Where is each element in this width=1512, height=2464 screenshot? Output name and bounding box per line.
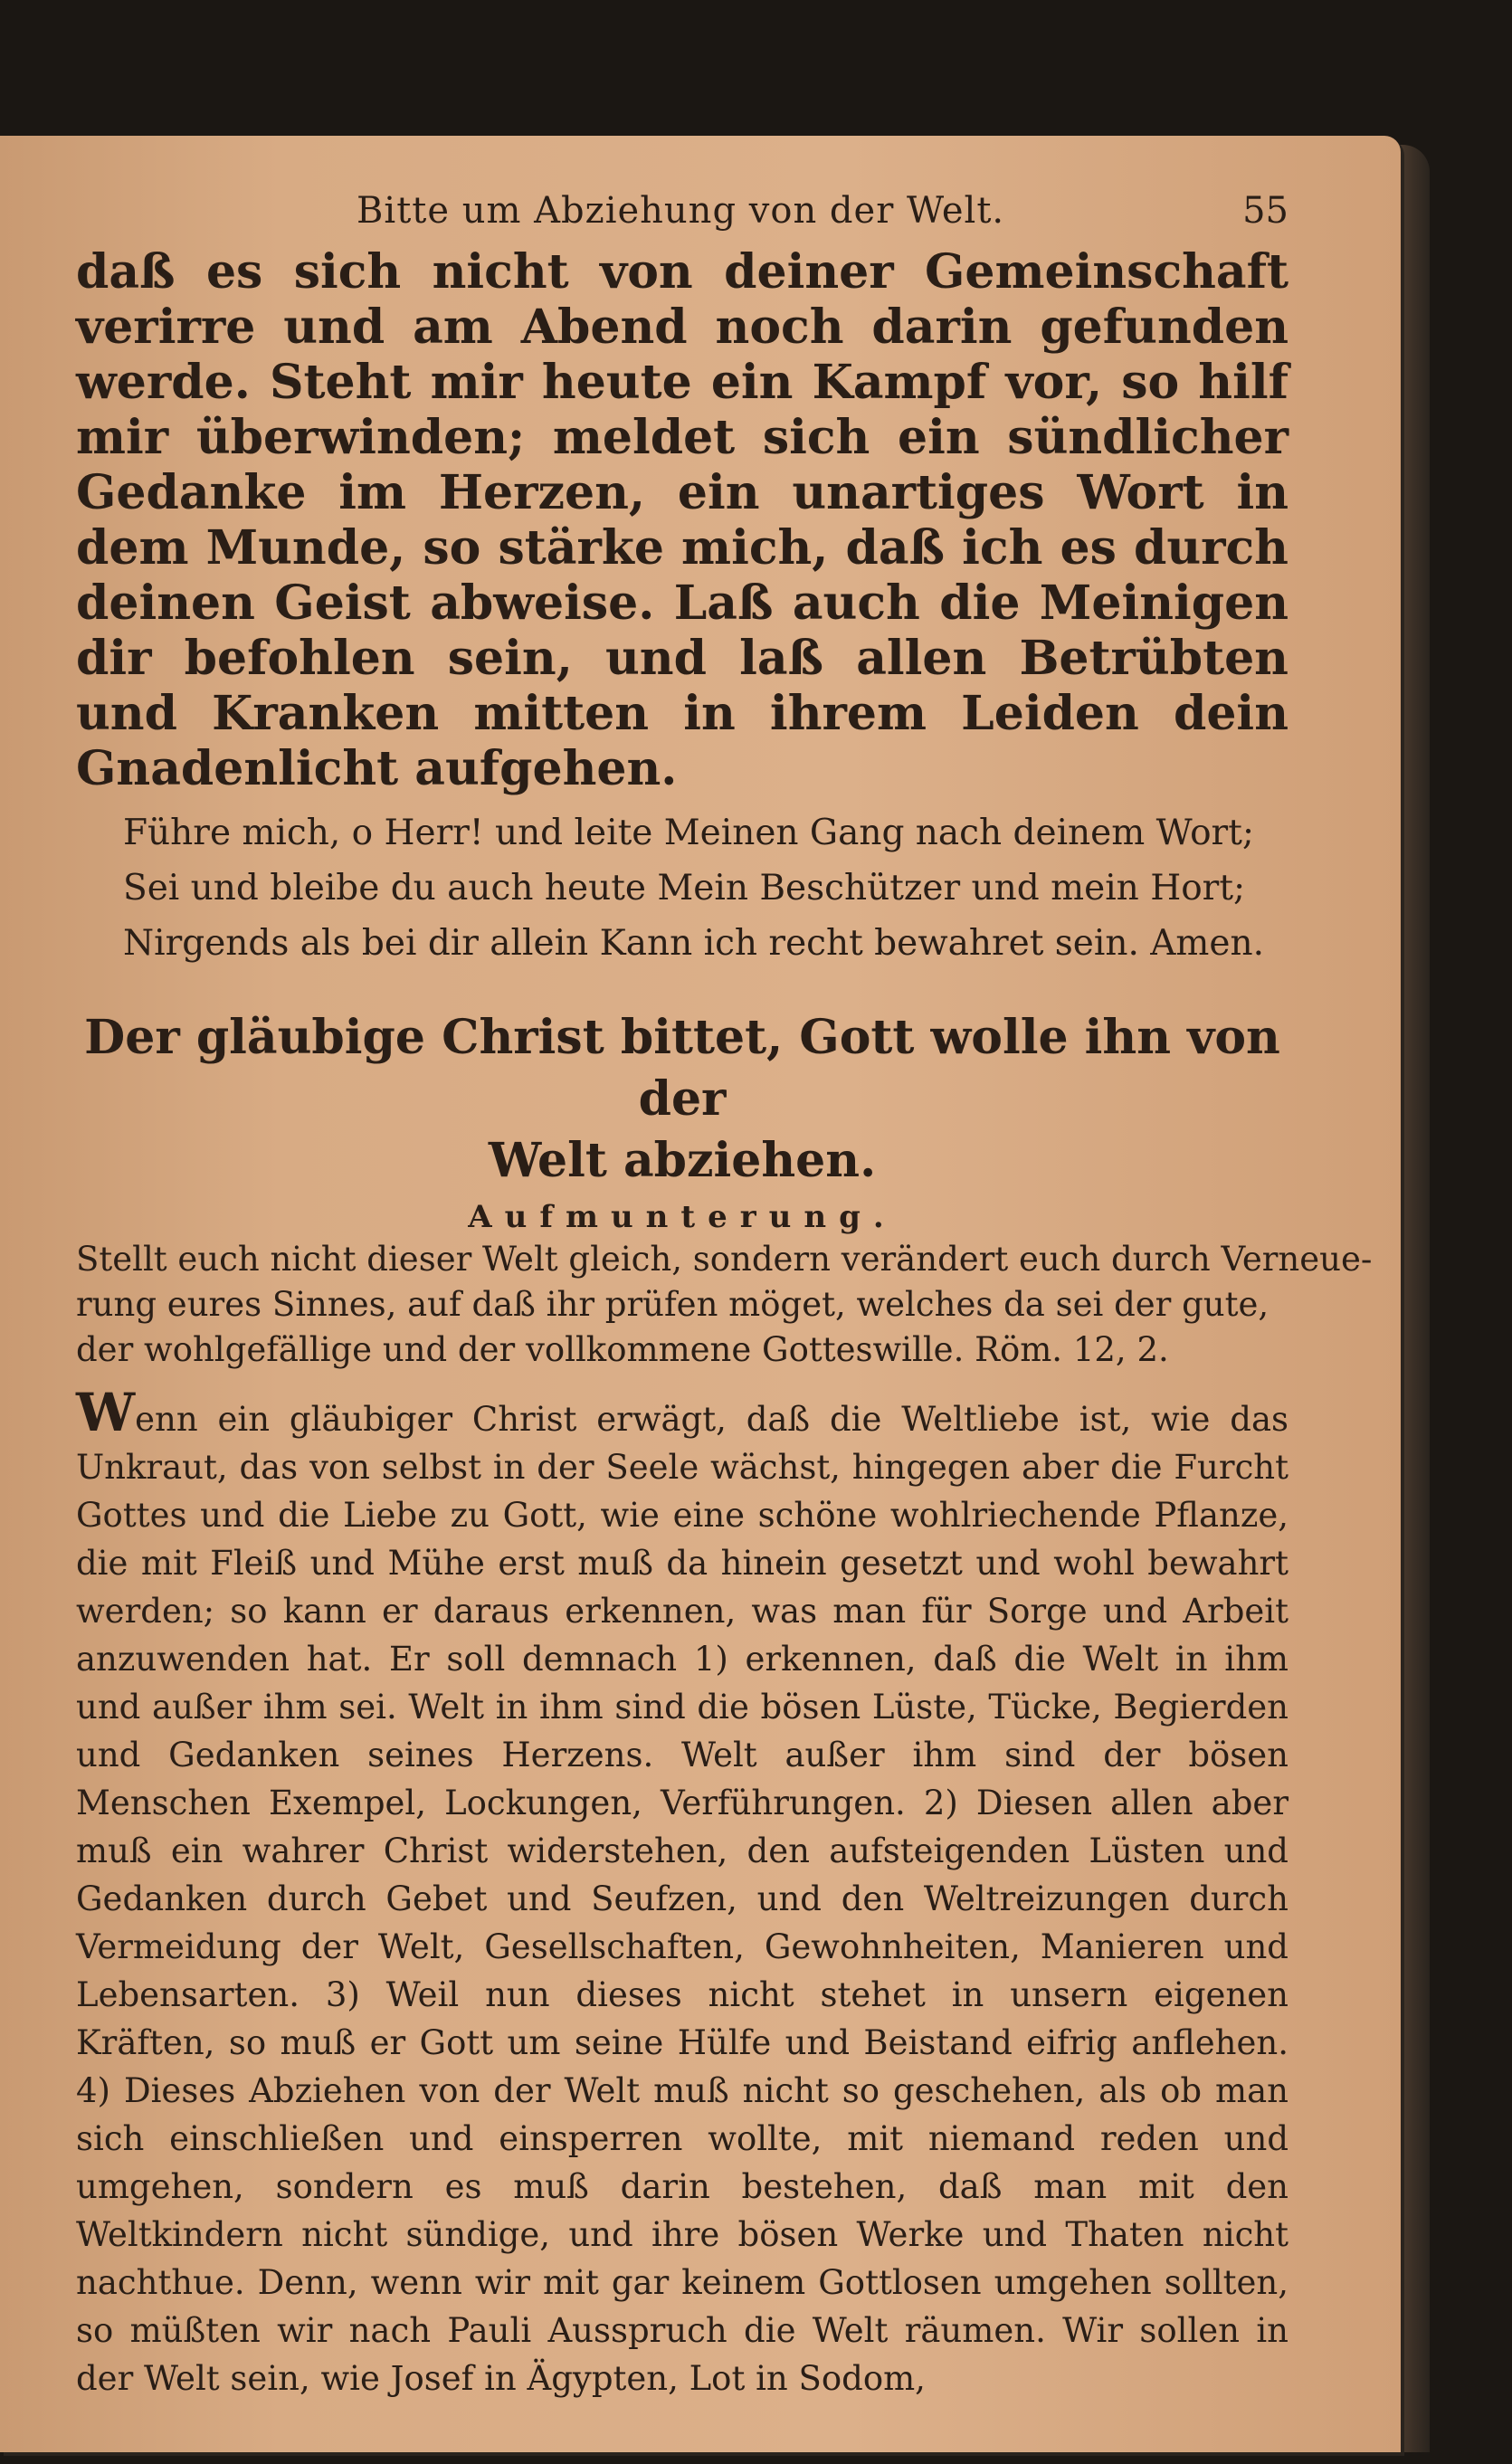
poem-line: Nirgends als bei dir allein Kann ich recht bewahret sein. Amen. <box>123 923 1264 964</box>
section-heading-line: Der gläubige Christ bittet, Gott wolle ihn von der <box>84 1010 1280 1127</box>
section-heading <box>76 1007 1289 1192</box>
drop-cap-initial: W <box>76 1382 136 1443</box>
scripture-quote-line: Stellt euch nicht dieser Welt gleich, sondern verändert euch durch Verneue- <box>76 1240 1373 1279</box>
body-paragraph <box>76 1382 1289 2402</box>
section-heading-line: Welt abziehen. <box>488 1133 877 1188</box>
body-paragraph-text: enn ein gläubiger Christ erwägt, daß die Weltliebe ist, wie das Unkraut, das von selbst in der Seele wächst, hingegen aber die Furcht Gottes und die Liebe zu Gott, wie eine schöne wohlriechende Pflanze, die mit Fleiß und Mühe erst muß da hinein gesetzt und wohl bewahrt werden; so kann er daraus erkennen, was man für Sorge und Arbeit anzuwenden hat. Er soll demnach 1) erkennen, daß die Welt in ihm und außer ihm sei. Welt in ihm sind die bösen Lüste, Tücke, Begierden und Gedanken seines Herzens. Welt außer ihm sind der bösen Menschen Exempel, Lockungen, Verführungen. 2) Diesen allen aber muß ein wahrer Christ widerstehen, den aufsteigenden Lüsten und Gedanken durch Gebet und Seufzen, und den Weltreizungen durch Vermeidung der Welt, Gesellschaften, Gewohnheiten, Manieren und Lebensarten. 3) Weil nun dieses nicht stehet in unsern eigenen Kräften, so muß er Gott um seine Hülfe und Beistand eifrig anflehen. 4) Dieses Abziehen von der Welt muß nicht so geschehen, als ob man sich einschließen und einsperren wollte, mit niemand reden und umgehen, sondern es muß darin bestehen, daß man mit den Weltkindern nicht sündige, und ihre bösen Werke und Thaten nicht nachthue. Denn, wenn wir mit gar keinem Gottlosen umgehen sollten, so müßten wir nach Pauli Ausspruch die Welt räumen. Wir sollen in der Welt sein, wie Josef in Ägypten, Lot in Sodom, <box>76 1400 1289 2398</box>
page-number: 55 <box>1242 190 1289 232</box>
scripture-quote-line: rung eures Sinnes, auf daß ihr prüfen möget, welches da sei der gute, <box>76 1285 1270 1324</box>
section-sub-label: Aufmunterung. <box>468 1199 897 1235</box>
poem-line: Führe mich, o Herr! und leite Meinen Gang nach deinem Wort; <box>123 813 1254 853</box>
scripture-quote-line: der wohlgefällige und der vollkommene Gotteswille. Röm. 12, 2. <box>76 1330 1169 1369</box>
running-title: Bitte um Abziehung von der Welt. <box>357 190 1005 232</box>
poem-line: Sei und bleibe du auch heute Mein Beschützer und mein Hort; <box>123 868 1246 909</box>
scripture-quote <box>76 1237 1373 1373</box>
prayer-paragraph: daß es sich nicht von deiner Gemeinschaft verirre und am Abend noch darin gefunden werde. Steht mir heute ein Kampf vor, so hilf mir überwinden; meldet sich ein sündlicher Gedanke im Herzen, ein unartiges Wort in dem Munde, so stärke mich, daß ich es durch deinen Geist abweise. Laß auch die Meinigen dir befohlen sein, und laß allen Betrübten und Kranken mitten in ihrem Leiden dein Gnadenlicht aufgehen. <box>76 244 1289 796</box>
running-head <box>76 181 1289 244</box>
page-content <box>76 181 1373 2436</box>
poem-stanza <box>123 805 1289 971</box>
